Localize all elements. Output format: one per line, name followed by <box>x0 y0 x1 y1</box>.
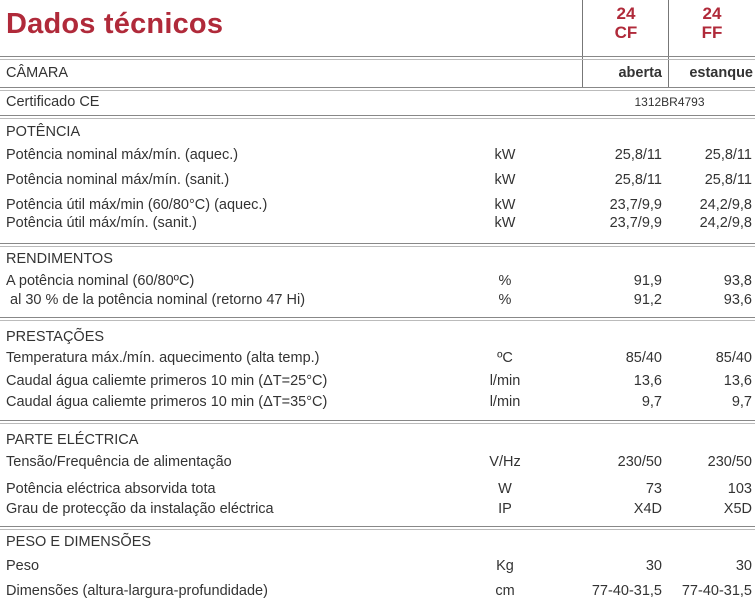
section-heading-prestacoes <box>0 327 755 347</box>
row-label: Potência nominal máx/mín. (sanit.) <box>6 172 230 188</box>
value-ff: 77-40-31,5 <box>681 583 752 599</box>
table-row <box>0 195 755 215</box>
section-heading-electrica <box>0 430 755 450</box>
value-cf: X4D <box>633 501 662 517</box>
row-label: Peso <box>6 558 40 574</box>
value-cf: aberta <box>618 65 662 81</box>
table-row <box>0 348 755 368</box>
value-cf: 91,9 <box>633 273 662 289</box>
page-title: Dados técnicos <box>6 8 224 40</box>
value-ff: 24,2/9,8 <box>699 197 752 213</box>
value-ff: 85/40 <box>715 350 752 366</box>
row-label: Dimensões (altura-largura-profundidade) <box>6 583 268 599</box>
table-row <box>0 170 755 190</box>
value-ff: 9,7 <box>731 394 752 410</box>
value-cf: 25,8/11 <box>614 147 662 163</box>
unit: kW <box>494 197 516 213</box>
divider <box>0 56 755 60</box>
divider <box>0 526 755 530</box>
model-type: FF <box>701 23 723 42</box>
value-cf: 30 <box>645 558 662 574</box>
value-ff: estanque <box>689 65 753 81</box>
unit: ºC <box>497 350 513 366</box>
value-ff: 13,6 <box>723 373 752 389</box>
unit: % <box>498 292 512 308</box>
divider <box>0 243 755 247</box>
unit: cm <box>495 583 515 599</box>
unit: l/min <box>489 394 521 410</box>
table-row <box>0 145 755 165</box>
row-label: Potência útil máx/min (60/80°C) (aquec.) <box>6 197 268 213</box>
model-number: 24 <box>702 4 722 23</box>
value-ff: 25,8/11 <box>704 147 752 163</box>
section-heading-rendimentos <box>0 249 755 269</box>
row-label: Caudal água caliemte primeros 10 min (ΔT=35°C) <box>6 394 328 410</box>
section-heading: PARTE ELÉCTRICA <box>6 432 139 448</box>
row-label: Potência eléctrica absorvida tota <box>6 481 216 497</box>
model-type: CF <box>614 23 638 42</box>
row-label: CÂMARA <box>6 65 69 81</box>
table-row <box>0 271 755 291</box>
unit: kW <box>494 215 516 231</box>
row-label: Grau de protecção da instalação eléctrica <box>6 501 274 517</box>
value-cf: 230/50 <box>617 454 662 470</box>
certificado-row <box>0 92 755 112</box>
row-label: Potência nominal máx/mín. (aquec.) <box>6 147 239 163</box>
row-label: Tensão/Frequência de alimentação <box>6 454 232 470</box>
table-row <box>0 452 755 472</box>
section-heading-potencia <box>0 122 755 142</box>
unit: Kg <box>496 558 514 574</box>
camara-row <box>0 63 755 83</box>
table-row <box>0 581 755 600</box>
value-ff: 93,6 <box>723 292 752 308</box>
value-cf: 91,2 <box>633 292 662 308</box>
value-ff: 24,2/9,8 <box>699 215 752 231</box>
divider <box>0 115 755 119</box>
table-row <box>0 213 755 233</box>
divider <box>0 317 755 321</box>
section-heading: PESO E DIMENSÕES <box>6 534 152 550</box>
value-cf: 85/40 <box>625 350 662 366</box>
model-number: 24 <box>616 4 636 23</box>
row-label: Potência útil máx/mín. (sanit.) <box>6 215 197 231</box>
unit: W <box>498 481 512 497</box>
divider <box>0 87 755 91</box>
model-24cf-header <box>583 4 669 42</box>
value-cf: 73 <box>645 481 662 497</box>
section-heading-peso <box>0 532 755 552</box>
unit: l/min <box>489 373 521 389</box>
row-label: Certificado CE <box>6 94 100 110</box>
row-label: Caudal água caliemte primeros 10 min (ΔT=25°C) <box>6 373 328 389</box>
table-row <box>0 499 755 519</box>
table-row <box>0 556 755 576</box>
value-ff: 30 <box>735 558 752 574</box>
value-cf: 25,8/11 <box>614 172 662 188</box>
unit: V/Hz <box>489 454 521 470</box>
section-heading: POTÊNCIA <box>6 124 81 140</box>
unit: kW <box>494 147 516 163</box>
value-ff: X5D <box>723 501 752 517</box>
section-heading: PRESTAÇÕES <box>6 329 105 345</box>
value-cf: 23,7/9,9 <box>609 197 662 213</box>
value-ff: 93,8 <box>723 273 752 289</box>
table-row <box>0 392 755 412</box>
value-ff: 25,8/11 <box>704 172 752 188</box>
row-label: al 30 % de la potência nominal (retorno 47 Hi) <box>6 292 306 308</box>
unit: kW <box>494 172 516 188</box>
table-row <box>0 371 755 391</box>
value-cf: 13,6 <box>633 373 662 389</box>
table-row <box>0 290 755 310</box>
row-label: A potência nominal (60/80ºC) <box>6 273 195 289</box>
unit: % <box>498 273 512 289</box>
value-cf: 23,7/9,9 <box>609 215 662 231</box>
value-ff: 103 <box>727 481 752 497</box>
value-cf: 9,7 <box>641 394 662 410</box>
certificate-value: 1312BR4793 <box>634 95 705 109</box>
table-row <box>0 479 755 499</box>
model-24ff-header <box>669 4 755 42</box>
row-label: Temperatura máx./mín. aquecimento (alta temp.) <box>6 350 320 366</box>
value-ff: 230/50 <box>707 454 752 470</box>
unit: IP <box>498 501 512 517</box>
divider <box>0 420 755 424</box>
value-cf: 77-40-31,5 <box>591 583 662 599</box>
section-heading: RENDIMENTOS <box>6 251 113 267</box>
